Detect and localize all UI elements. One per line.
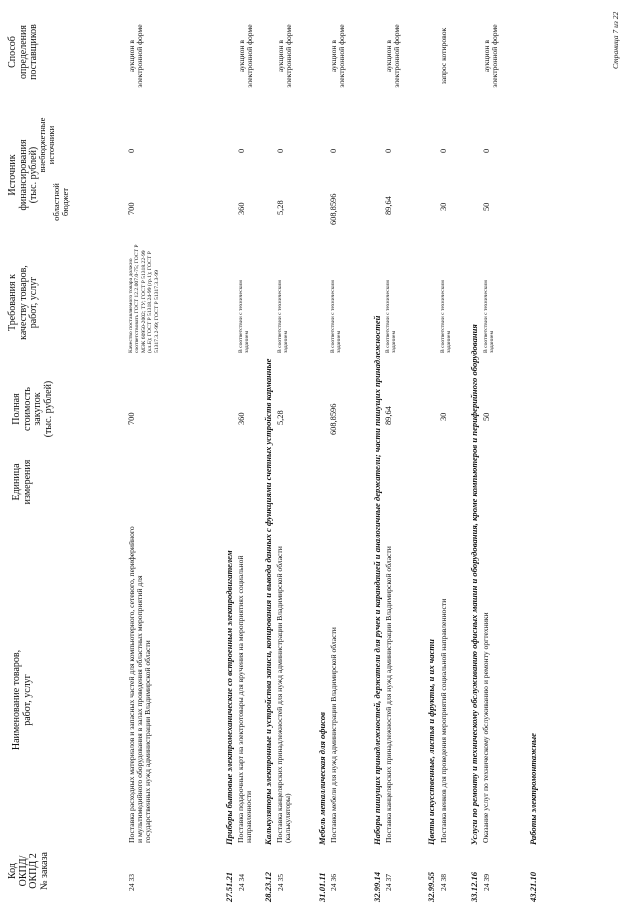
item-funding-regional: 360: [237, 202, 246, 215]
item-requirements: В соответствии с техническим заданием: [277, 280, 290, 353]
header-funding-extra: внебюджетные источники: [37, 117, 57, 173]
category-title: Работы электромонтажные: [528, 733, 538, 845]
item-requirements: Качество поставляемого товара должно соответствовать ГОСТ 12.2.007.0-75; ГОСТ Р МЭК 60950-2002; ТУ; ГОСТ Р 51318.22-99 (кл.Б); ГОСТ Р 51318.24-99 (гр.1); ГОСТ Р 51317.3.2-99; ГОСТ Р 51317.3.3-99: [128, 244, 160, 353]
header-name: Наименование товаров, работ, услуг: [11, 649, 33, 751]
category-code: 31.01.11: [317, 872, 327, 902]
category-title: Цветы искусственные, листья и фрукты, и их части: [426, 639, 436, 845]
category-title: Калькуляторы электронные и устройства записи, копирования и вывода данных с функциями счетных устройств карманные: [263, 358, 273, 845]
item-funding-regional: 30: [439, 202, 448, 211]
item-name: Оказание услуг по техническому обслуживанию и ремонту оргтехники: [481, 612, 490, 843]
item-method: аукцион в электронной форме: [384, 24, 401, 88]
item-cost: 30: [439, 412, 448, 421]
page-number: Страница 7 из 22: [611, 11, 620, 69]
item-cost: 5,28: [276, 410, 285, 425]
item-funding-extra: 0: [439, 148, 448, 153]
item-cost: 700: [127, 412, 136, 425]
row-number: 24 35: [276, 873, 285, 891]
item-funding-regional: 700: [127, 202, 136, 215]
item-name: Поставка подарочных карт на электротовары для вручения на мероприятиях социальной направленности: [236, 555, 253, 843]
category-code: 43.21.10: [528, 871, 538, 902]
item-name: Поставка венков для проведения мероприятий социальной направленности: [439, 598, 448, 843]
item-funding-regional: 608,8596: [329, 193, 338, 225]
item-funding-regional: 89,64: [384, 196, 393, 215]
item-requirements: В соответствии с техническим заданием: [483, 280, 496, 353]
item-funding-regional: 5,28: [276, 200, 285, 215]
item-method: аукцион в электронной форме: [127, 24, 144, 88]
item-requirements: В соответствии с техническим заданием: [440, 280, 453, 353]
category-code: 32.99.55: [426, 871, 436, 902]
row-number: 24 39: [482, 873, 491, 891]
item-cost: 50: [482, 412, 491, 421]
row-number: 24 37: [384, 873, 393, 891]
category-code: 32.99.14: [372, 871, 382, 902]
item-cost: 608,8596: [329, 403, 338, 435]
row-number: 24 38: [439, 873, 448, 891]
item-method: аукцион в электронной форме: [276, 24, 293, 88]
item-name: Поставка канцелярских принадлежностей для нужд администрации Владимирской области: [384, 546, 393, 843]
category-code: 28.23.12: [263, 871, 273, 902]
item-funding-extra: 0: [237, 148, 246, 153]
row-number: 24 33: [127, 873, 136, 891]
item-funding-extra: 0: [127, 148, 136, 153]
item-funding-extra: 0: [329, 148, 338, 153]
item-funding-regional: 50: [482, 202, 491, 211]
category-title: Мебель металлическая для офисов: [317, 711, 327, 845]
item-method: запрос котировок: [439, 27, 448, 85]
item-method: аукцион в электронной форме: [329, 24, 346, 88]
item-funding-extra: 0: [482, 148, 491, 153]
row-number: 24 36: [329, 873, 338, 891]
item-cost: 360: [237, 412, 246, 425]
item-funding-extra: 0: [384, 148, 393, 153]
category-code: 33.12.16: [469, 871, 479, 902]
item-cost: 89,64: [384, 406, 393, 425]
header-cost: Полная стоимость закупок (тыс. рублей): [11, 380, 54, 438]
item-method: аукцион в электронной форме: [482, 24, 499, 88]
item-name: Поставка канцелярских принадлежностей для нужд администрации Владимирской области (калькуляторы): [275, 546, 292, 843]
item-requirements: В соответствии с техническим заданием: [385, 280, 398, 353]
header-funding: Источник финансирования (тыс. рублей): [7, 139, 39, 211]
category-code: 27.51.21: [224, 871, 234, 902]
category-title: Услуги по ремонту и техническому обслуживанию офисных машин и оборудования, кроме компьютеров и периферийного оборудования: [469, 324, 479, 845]
item-requirements: В соответствии с техническим заданием: [238, 280, 251, 353]
header-code: Код ОКПД/ ОКПД 2 № заказа: [7, 852, 50, 890]
item-method: аукцион в электронной форме: [237, 24, 254, 88]
row-number: 24 34: [237, 873, 246, 891]
header-method: Способ определения поставщиков: [7, 24, 39, 80]
item-funding-extra: 0: [276, 148, 285, 153]
header-requirements: Требования к качеству товаров, работ, услуг: [7, 265, 39, 340]
header-unit: Единица измерения: [11, 459, 33, 505]
header-funding-regional: областной бюджет: [51, 183, 71, 221]
item-name: Поставка расходных материалов и запасных частей для компьютерного, сетевого, периферийного и мультимедийного оборудования в залах проведения областных мероприятий для государственных нужд администрации Владимирской области: [127, 526, 152, 843]
item-name: Поставка мебели для нужд администрации Владимирской области: [329, 627, 338, 843]
item-requirements: В соответствии с техническим заданием: [330, 280, 343, 353]
category-title: Приборы бытовые электромеханические со встроенным электродвигателем: [224, 550, 234, 845]
category-title: Наборы пишущих принадлежностей, держатели для ручек и карандашей и аналогичные держатели; части пишущих принадлежностей: [372, 315, 382, 845]
